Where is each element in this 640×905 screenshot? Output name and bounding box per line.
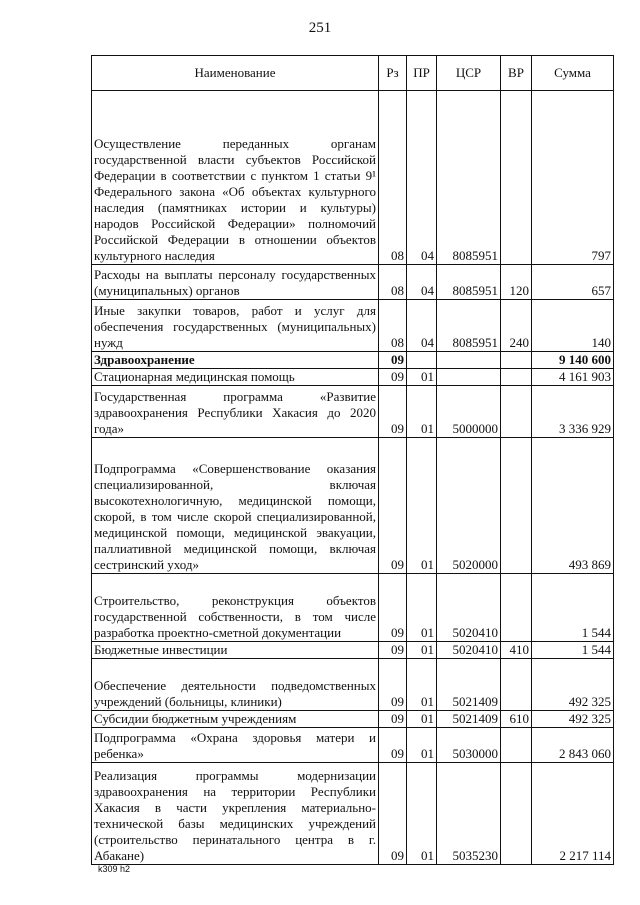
- row-rz: 09: [379, 711, 407, 728]
- row-csr: [437, 352, 501, 369]
- row-sum: 657: [532, 265, 614, 300]
- row-csr: 8085951: [437, 300, 501, 352]
- table-row: [92, 91, 614, 265]
- row-sum: 4 161 903: [532, 369, 614, 386]
- row-name: Иные закупки товаров, работ и услуг для обеспечения государственных (муниципальных) нужд: [92, 300, 379, 352]
- row-name: Государственная программа «Развитие здравоохранения Республики Хакасия до 2020 года»: [92, 386, 379, 438]
- document-code: k309 h2: [98, 864, 131, 874]
- row-csr: 5000000: [437, 386, 501, 438]
- header-sum: Сумма: [532, 56, 614, 91]
- row-pr: 01: [407, 642, 437, 659]
- row-pr: 01: [407, 728, 437, 763]
- budget-table: [91, 55, 614, 865]
- row-csr: 5030000: [437, 728, 501, 763]
- row-csr: 8085951: [437, 91, 501, 265]
- table-row: [92, 763, 614, 865]
- table-row: [92, 642, 614, 659]
- row-name: Бюджетные инвестиции: [92, 642, 379, 659]
- row-name: Подпрограмма «Охрана здоровья матери и ребенка»: [92, 728, 379, 763]
- table-row: [92, 386, 614, 438]
- row-vr: [501, 386, 532, 438]
- header-vr: ВР: [501, 56, 532, 91]
- row-rz: 09: [379, 352, 407, 369]
- row-vr: [501, 369, 532, 386]
- table-row: [92, 265, 614, 300]
- row-csr: 5035230: [437, 763, 501, 865]
- row-name: Обеспечение деятельности подведомственных учреждений (больницы, клиники): [92, 659, 379, 711]
- row-sum: 9 140 600: [532, 352, 614, 369]
- row-pr: 04: [407, 91, 437, 265]
- table-header-row: [92, 56, 614, 91]
- row-name: Здравоохранение: [92, 352, 379, 369]
- table-row: [92, 711, 614, 728]
- row-csr: 5020000: [437, 438, 501, 574]
- row-rz: 09: [379, 659, 407, 711]
- row-pr: 01: [407, 763, 437, 865]
- row-vr: [501, 728, 532, 763]
- header-csr: ЦСР: [437, 56, 501, 91]
- row-csr: [437, 369, 501, 386]
- row-rz: 09: [379, 574, 407, 642]
- row-rz: 08: [379, 300, 407, 352]
- table-row: [92, 728, 614, 763]
- row-vr: [501, 763, 532, 865]
- header-pr: ПР: [407, 56, 437, 91]
- row-name: Подпрограмма «Совершенствование оказания специализированной, включая высокотехнологичную, медицинской помощи, скорой, в том числе скорой специализированной, медицинской помощи, медицинской эвакуации, паллиативной медицинской помощи, включая сестринский уход»: [92, 438, 379, 574]
- row-name: Реализация программы модернизации здравоохранения на территории Республики Хакасия в части укрепления материально-технической базы медицинских учреждений (строительство перинатального центра в г. Абакане): [92, 763, 379, 865]
- row-pr: 01: [407, 574, 437, 642]
- row-sum: 140: [532, 300, 614, 352]
- row-vr: 410: [501, 642, 532, 659]
- row-pr: 04: [407, 300, 437, 352]
- row-sum: 1 544: [532, 642, 614, 659]
- row-rz: 08: [379, 91, 407, 265]
- row-pr: 01: [407, 369, 437, 386]
- row-pr: 01: [407, 659, 437, 711]
- row-name: Осуществление переданных органам государственной власти субъектов Российской Федерации в соответствии с пунктом 1 статьи 9¹ Федерального закона «Об объектах культурного наследия (памятниках истории и культуры) народов Российской Федерации» полномочий Российской Федерации в отношении объектов культурного наследия: [92, 91, 379, 265]
- row-rz: 09: [379, 728, 407, 763]
- row-pr: 01: [407, 438, 437, 574]
- table-row: [92, 300, 614, 352]
- row-name: Расходы на выплаты персоналу государственных (муниципальных) органов: [92, 265, 379, 300]
- row-sum: 2 843 060: [532, 728, 614, 763]
- row-pr: 01: [407, 711, 437, 728]
- row-vr: [501, 659, 532, 711]
- row-rz: 09: [379, 438, 407, 574]
- header-rz: Рз: [379, 56, 407, 91]
- row-vr: [501, 438, 532, 574]
- row-pr: 01: [407, 386, 437, 438]
- row-vr: [501, 352, 532, 369]
- row-sum: 493 869: [532, 438, 614, 574]
- row-sum: 2 217 114: [532, 763, 614, 865]
- row-rz: 09: [379, 386, 407, 438]
- row-pr: 04: [407, 265, 437, 300]
- table-row: [92, 659, 614, 711]
- table-row: [92, 438, 614, 574]
- row-vr: 240: [501, 300, 532, 352]
- row-sum: 1 544: [532, 574, 614, 642]
- table-row: [92, 574, 614, 642]
- row-vr: 120: [501, 265, 532, 300]
- row-csr: 5020410: [437, 574, 501, 642]
- row-vr: [501, 574, 532, 642]
- row-name: Субсидии бюджетным учреждениям: [92, 711, 379, 728]
- row-csr: 5020410: [437, 642, 501, 659]
- row-sum: 492 325: [532, 659, 614, 711]
- row-sum: 492 325: [532, 711, 614, 728]
- row-vr: 610: [501, 711, 532, 728]
- row-csr: 5021409: [437, 711, 501, 728]
- row-csr: 8085951: [437, 265, 501, 300]
- row-rz: 08: [379, 265, 407, 300]
- row-name: Строительство, реконструкция объектов государственной собственности, в том числе разработка проектно-сметной документации: [92, 574, 379, 642]
- page-number: 251: [308, 20, 332, 36]
- row-csr: 5021409: [437, 659, 501, 711]
- row-vr: [501, 91, 532, 265]
- header-name: Наименование: [92, 56, 379, 91]
- row-sum: 3 336 929: [532, 386, 614, 438]
- row-name: Стационарная медицинская помощь: [92, 369, 379, 386]
- table-row-section: [92, 352, 614, 369]
- table-row: [92, 369, 614, 386]
- row-rz: 09: [379, 642, 407, 659]
- row-rz: 09: [379, 763, 407, 865]
- row-rz: 09: [379, 369, 407, 386]
- row-pr: [407, 352, 437, 369]
- row-sum: 797: [532, 91, 614, 265]
